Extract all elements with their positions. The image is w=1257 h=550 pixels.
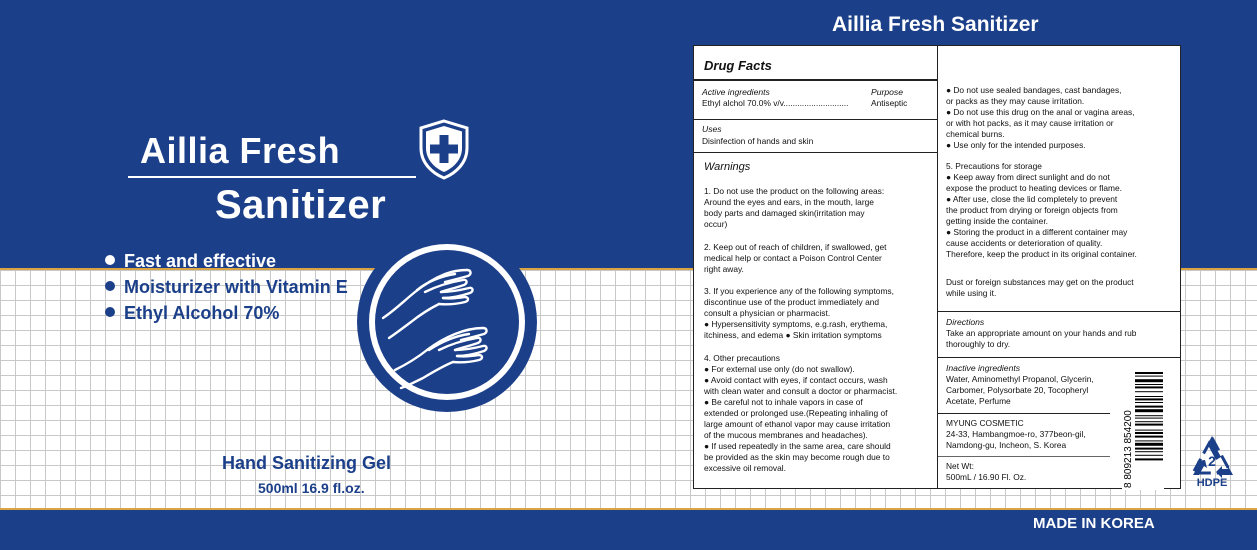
feature-label: Ethyl Alcohol 70% xyxy=(124,303,280,323)
company-info: MYUNG COSMETIC 24-33, Hambangmoe-ro, 377beon-gil, Namdong-gu, Incheon, S. Korea xyxy=(946,418,1086,450)
uses-heading: Uses xyxy=(702,124,722,134)
barcode-icon xyxy=(1122,370,1164,490)
divider xyxy=(694,79,938,81)
drug-facts-title: Drug Facts xyxy=(704,58,772,73)
barcode-bar xyxy=(1135,443,1163,446)
warning-2: 2. Keep out of reach of children, if swallowed, get medical help or contact a Poison Control Center right away. xyxy=(704,242,887,274)
bullet-icon xyxy=(105,281,115,291)
barcode-bar xyxy=(1135,406,1163,408)
barcode-bar xyxy=(1135,409,1163,412)
warning-4: 4. Other precautions ● For external use only (do not swallow). ● Avoid contact with eyes, if contact occurs, wash with clean water and consult a doctor or pharmacist. ● Be careful not to inhale vapors in case of extended or prolonged use.(Repeating inhaling of large amount of ethanol vapor may cause irritation of the mucous membranes and headaches). ● If used repeatedly in the same area, care should be provided as the skin may become rough due to excessive oil removal. xyxy=(704,353,898,473)
barcode-bar xyxy=(1135,440,1163,441)
barcode-bar xyxy=(1135,391,1163,392)
divider xyxy=(694,152,938,153)
active-ingredient-line: Ethyl alchol 70.0% v/v............................ xyxy=(702,98,849,108)
barcode-bar xyxy=(1135,436,1163,438)
brand-name-line1: Aillia Fresh xyxy=(140,130,341,171)
barcode-bar xyxy=(1135,448,1163,450)
barcode-bar xyxy=(1135,396,1163,397)
net-weight: Net Wt: 500mL / 16.90 Fl. Oz. xyxy=(946,461,1027,482)
brand-underline xyxy=(128,176,416,178)
storage-text: 5. Precautions for storage ● Keep away from direct sunlight and do not expose the product to heating devices or flame. ● After use, close the lid completely to prevent the product from drying or foreign objects from getting inside the container. ● Storing the product in a different container may cause accidents or deterioration of quality. Therefore, keep the product in its original container. xyxy=(946,161,1137,259)
feature-label: Moisturizer with Vitamin E xyxy=(124,277,348,297)
inactive-ingredients-text: Water, Aminomethyl Propanol, Glycerin, Carbomer, Polysorbate 20, Tocopheryl Acetate, Perfume xyxy=(946,374,1094,406)
barcode-bar xyxy=(1135,379,1163,382)
barcode-bar xyxy=(1135,451,1163,452)
feature-item xyxy=(105,248,348,274)
barcode-bar xyxy=(1135,402,1163,403)
barcode-bar xyxy=(1135,432,1163,434)
directions-heading: Directions xyxy=(946,317,985,327)
feature-label: Fast and effective xyxy=(124,251,277,271)
drug-facts-panel xyxy=(693,45,1181,489)
feature-item xyxy=(105,274,348,300)
recycle-material: HDPE xyxy=(1196,477,1228,488)
barcode-bar xyxy=(1135,455,1163,456)
barcode-number: 8 809213 854200 xyxy=(1123,410,1134,488)
dust-text: Dust or foreign substances may get on the product while using it. xyxy=(946,277,1134,298)
panel-title: Aillia Fresh Sanitizer xyxy=(832,13,1039,36)
divider xyxy=(938,456,1110,457)
purpose-heading: Purpose xyxy=(871,87,904,97)
feature-item xyxy=(105,300,348,326)
drug-facts-left-column xyxy=(694,46,938,488)
brand-name-line2: Sanitizer xyxy=(215,183,387,227)
warning-3: 3. If you experience any of the following symptoms, discontinue use of the product immediately and consult a physician or pharmacist. ● Hypersensitivity symptoms, e.g.rash, erythema, itchiness, and edema ● Skin irritation symptoms xyxy=(704,286,894,340)
purpose-value: Antiseptic xyxy=(871,98,908,108)
inactive-ingredients-heading: Inactive ingredients xyxy=(946,363,1021,373)
product-type: Hand Sanitizing Gel xyxy=(222,453,392,473)
uses-text: Disinfection of hands and skin xyxy=(702,136,814,146)
divider xyxy=(938,357,1180,358)
warning-1: 1. Do not use the product on the following areas: Around the eyes and ears, in the mouth, large body parts and damaged skin(irritation may occur) xyxy=(704,186,885,229)
recycle-icon xyxy=(1188,433,1236,488)
barcode-bar xyxy=(1135,376,1163,377)
divider xyxy=(938,413,1110,414)
feature-list xyxy=(105,248,348,326)
bullet-icon xyxy=(105,255,115,265)
made-in-text: MADE IN KOREA xyxy=(1033,515,1155,532)
warnings-heading: Warnings xyxy=(704,161,751,173)
hands-icon xyxy=(355,230,539,414)
bullet-icon xyxy=(105,307,115,317)
barcode-bar xyxy=(1135,430,1163,431)
barcode-bar xyxy=(1135,424,1163,426)
directions-text: Take an appropriate amount on your hands and rub thoroughly to dry. xyxy=(946,328,1137,349)
recycle-code: 2 xyxy=(1208,453,1216,469)
barcode-bar xyxy=(1135,398,1163,400)
divider xyxy=(938,311,1180,312)
right-warnings-text: ● Do not use sealed bandages, cast bandages, or packs as they may cause irritation. ● Do not use this drug on the anal or vagina areas, or with hot packs, as it may cause irritation or chemical burns. ● Use only for the intended purposes. xyxy=(946,85,1135,150)
product-volume: 500ml 16.9 fl.oz. xyxy=(258,480,365,496)
barcode-bar xyxy=(1135,386,1163,388)
divider xyxy=(694,119,938,120)
barcode-bar xyxy=(1135,372,1163,374)
shield-cross-icon xyxy=(418,118,470,180)
barcode-bar xyxy=(1135,458,1163,460)
barcode-bar xyxy=(1135,384,1163,385)
barcode-bar xyxy=(1135,421,1163,422)
barcode-bar xyxy=(1135,415,1163,416)
active-ingredients-heading: Active ingredients xyxy=(702,87,770,97)
barcode-bar xyxy=(1135,418,1163,419)
